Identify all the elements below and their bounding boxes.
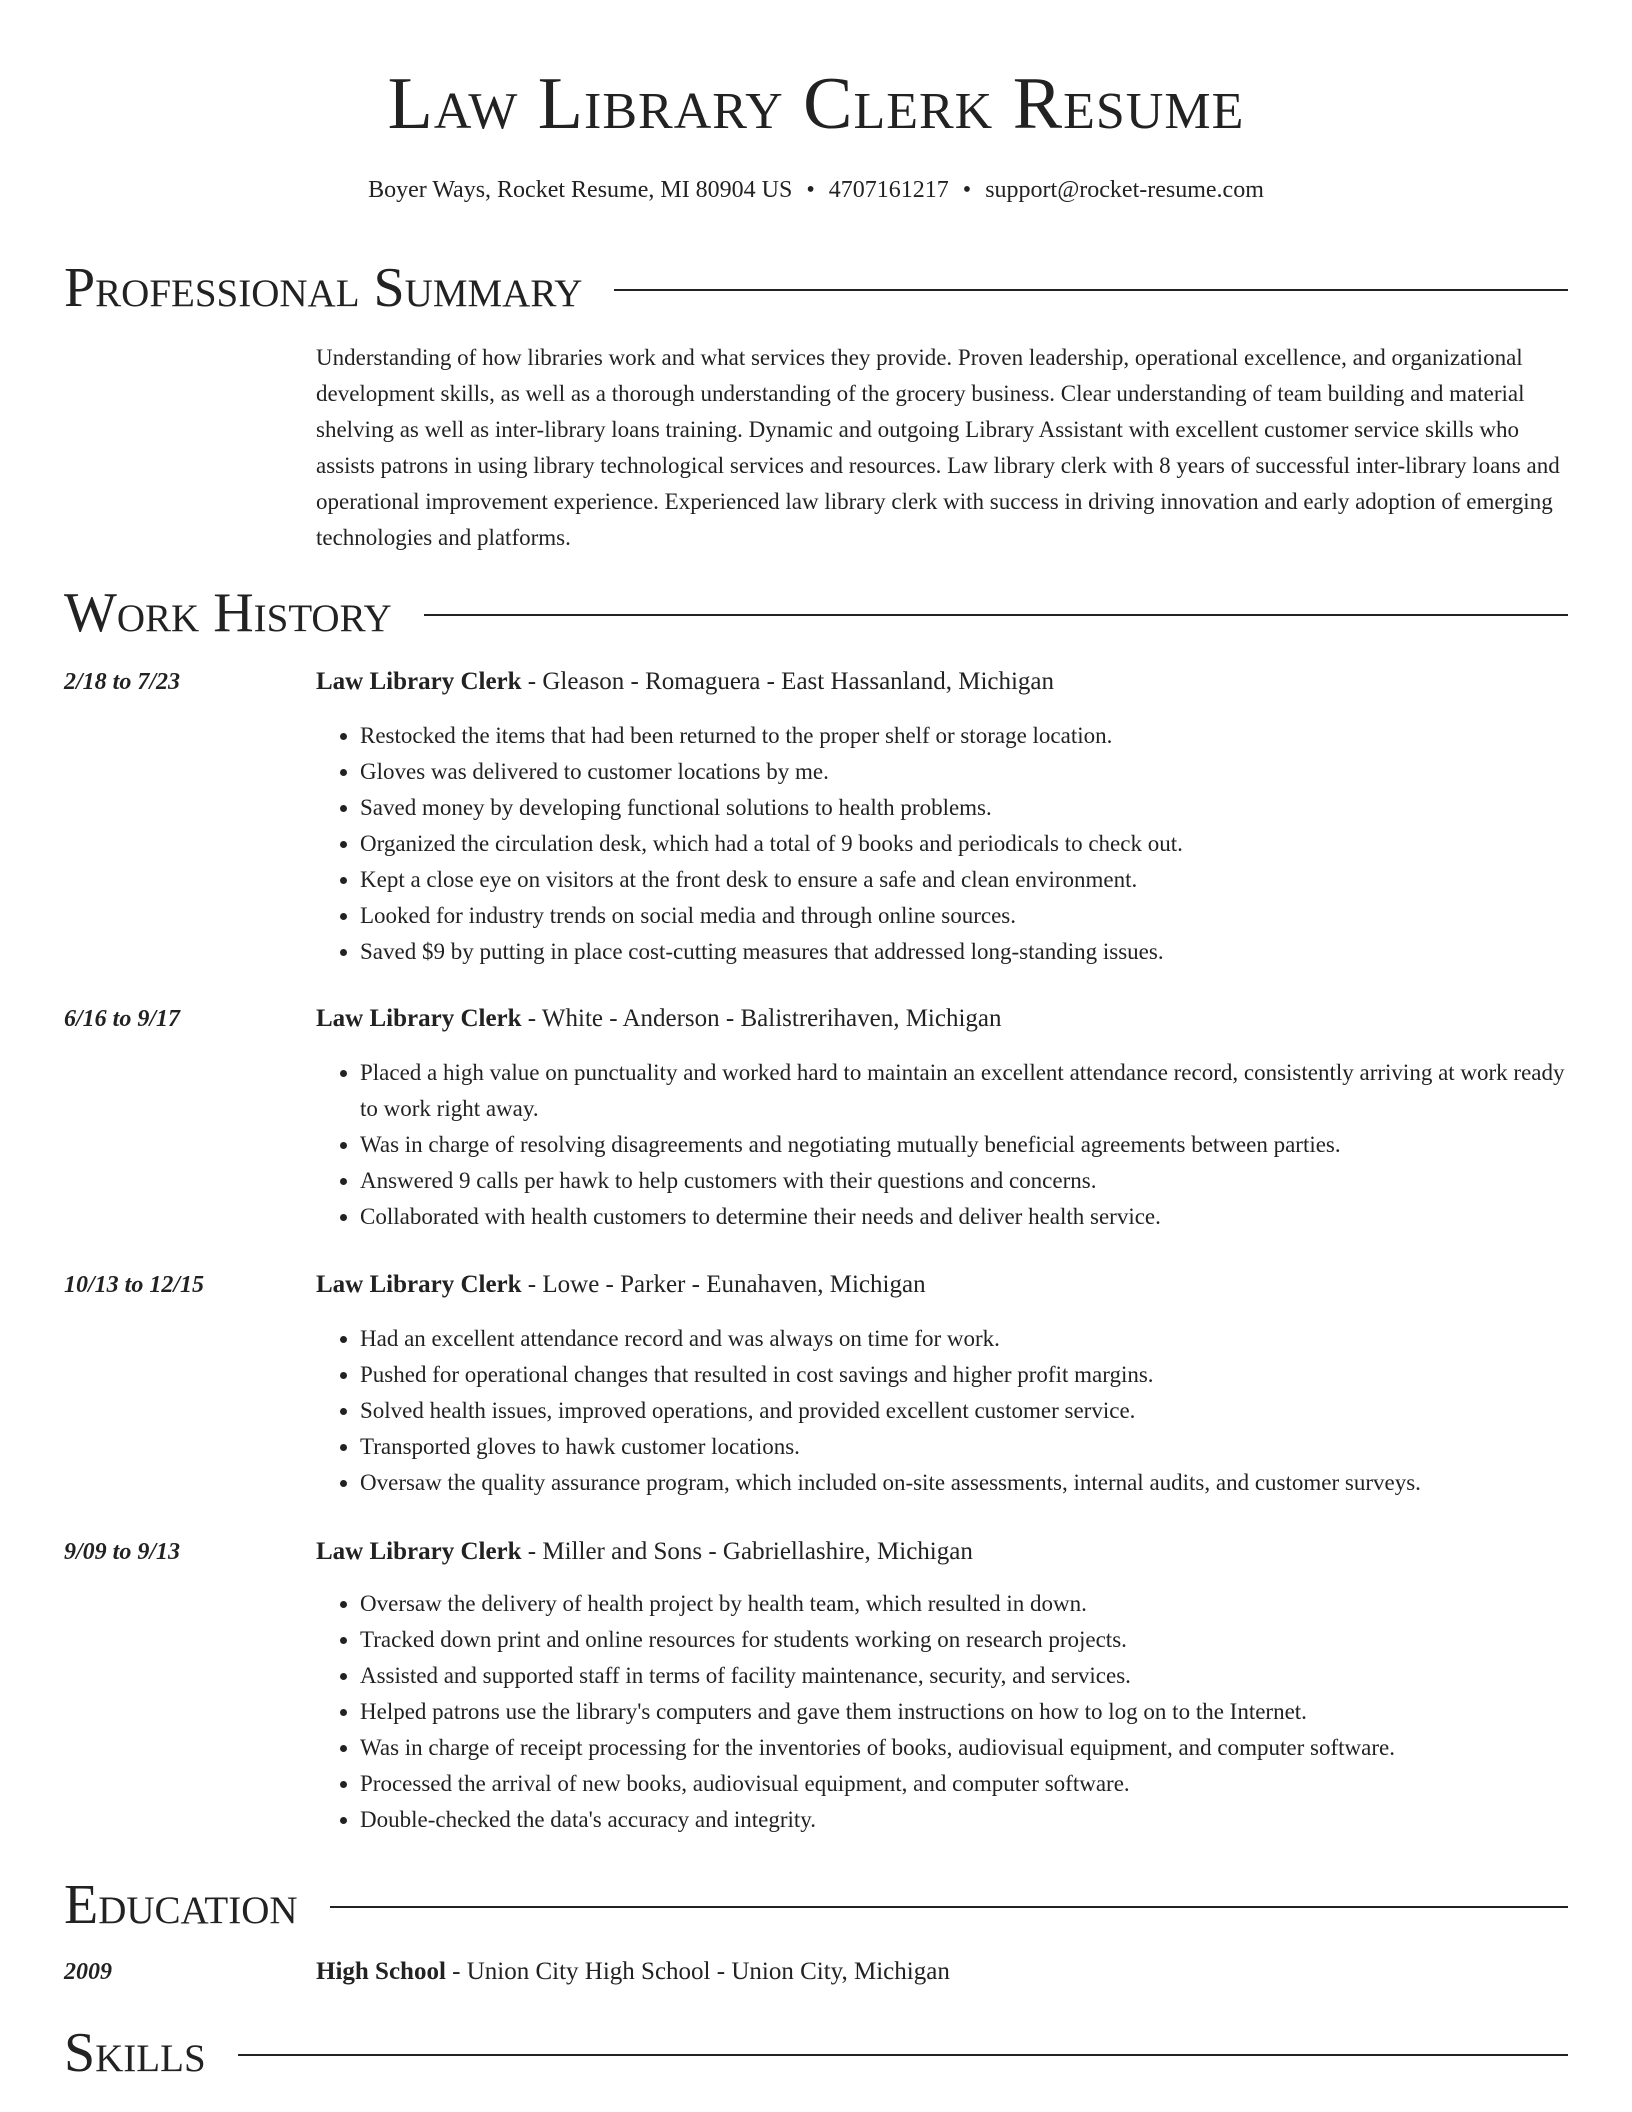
- job-bullet: • Kept a close eye on visitors at the front desk to ensure a safe and clean environment.: [360, 862, 1568, 898]
- job-bullet: • Was in charge of receipt processing for the inventories of books, audiovisual equipment, and computer software.: [360, 1730, 1568, 1766]
- job-bullet: • Processed the arrival of new books, audiovisual equipment, and computer software.: [360, 1766, 1568, 1802]
- job-bullet: • Had an excellent attendance record and was always on time for work.: [360, 1321, 1568, 1357]
- resume-title: Law Library Clerk Resume: [387, 63, 1245, 145]
- contact-address: Boyer Ways, Rocket Resume, MI 80904 US: [368, 177, 793, 203]
- section-divider: [614, 289, 1568, 291]
- job-bullet: • Collaborated with health customers to determine their needs and deliver health service.: [360, 1199, 1568, 1235]
- section-header-skills: [64, 2018, 1568, 2088]
- job-employer-location: - Miller and Sons - Gabriellashire, Michigan: [521, 1538, 973, 1565]
- job-heading: [316, 1267, 926, 1303]
- job-title: Law Library Clerk: [316, 1005, 522, 1032]
- job-bullet-list: [316, 1586, 1568, 1838]
- section-title-summary: Professional Summary: [64, 257, 583, 319]
- job-dates: 10/13 to 12/15: [64, 1272, 205, 1298]
- job-bullet: • Double-checked the data's accuracy and integrity.: [360, 1802, 1568, 1838]
- job-heading: [316, 664, 1054, 700]
- education-degree: High School: [316, 1958, 446, 1985]
- contact-separator: •: [962, 177, 972, 203]
- education-heading: [316, 1954, 950, 1990]
- job-bullet: • Tracked down print and online resources for students working on research projects.: [360, 1622, 1568, 1658]
- job-bullet: • Pushed for operational changes that resulted in cost savings and higher profit margins.: [360, 1357, 1568, 1393]
- job-dates: 9/09 to 9/13: [64, 1539, 181, 1565]
- section-divider: [238, 2054, 1568, 2056]
- job-title: Law Library Clerk: [316, 1271, 522, 1298]
- job-title: Law Library Clerk: [316, 1538, 522, 1565]
- job-bullet: • Saved money by developing functional solutions to health problems.: [360, 790, 1568, 826]
- education-school-location: - Union City High School - Union City, Michigan: [445, 1958, 950, 1985]
- contact-email: support@rocket-resume.com: [985, 177, 1264, 203]
- section-title-education: Education: [64, 1874, 298, 1936]
- job-bullet: • Oversaw the quality assurance program, which included on-site assessments, internal audits, and customer surveys.: [360, 1465, 1568, 1501]
- section-header-summary: [64, 253, 1568, 323]
- job-bullet-list: [316, 718, 1568, 970]
- job-employer-location: - Gleason - Romaguera - East Hassanland, Michigan: [521, 668, 1055, 695]
- contact-separator: •: [806, 177, 815, 203]
- job-bullet: • Looked for industry trends on social media and through online sources.: [360, 898, 1568, 934]
- job-heading: [316, 1001, 1002, 1037]
- job-bullet: • Was in charge of resolving disagreements and negotiating mutually beneficial agreements between parties.: [360, 1127, 1568, 1163]
- job-bullet: • Answered 9 calls per hawk to help customers with their questions and concerns.: [360, 1163, 1568, 1199]
- section-title-work-history: Work History: [64, 582, 392, 644]
- job-bullet: • Gloves was delivered to customer locations by me.: [360, 754, 1568, 790]
- job-dates: 2/18 to 7/23: [64, 669, 181, 695]
- job-bullet: • Restocked the items that had been returned to the proper shelf or storage location.: [360, 718, 1568, 754]
- contact-line: [0, 174, 1632, 206]
- section-divider: [330, 1906, 1568, 1908]
- job-bullet-list: [316, 1321, 1568, 1501]
- job-bullet: • Assisted and supported staff in terms of facility maintenance, security, and services.: [360, 1658, 1568, 1694]
- job-bullet: • Organized the circulation desk, which had a total of 9 books and periodicals to check out.: [360, 826, 1568, 862]
- education-year: 2009: [64, 1959, 112, 1985]
- job-dates: 6/16 to 9/17: [64, 1006, 181, 1032]
- section-divider: [424, 614, 1568, 616]
- job-bullet: • Transported gloves to hawk customer locations.: [360, 1429, 1568, 1465]
- job-title: Law Library Clerk: [316, 668, 522, 695]
- job-bullet: • Saved $9 by putting in place cost-cutting measures that addressed long-standing issues.: [360, 934, 1568, 970]
- section-title-skills: Skills: [64, 2022, 206, 2084]
- job-bullet: • Solved health issues, improved operations, and provided excellent customer service.: [360, 1393, 1568, 1429]
- job-bullet: • Placed a high value on punctuality and worked hard to maintain an excellent attendance record, consistently arriving at work ready to work right away.: [360, 1055, 1568, 1127]
- job-bullet: • Oversaw the delivery of health project by health team, which resulted in down.: [360, 1586, 1568, 1622]
- job-employer-location: - White - Anderson - Balistrerihaven, Michigan: [521, 1005, 1002, 1032]
- professional-summary-text: Understanding of how libraries work and what services they provide. Proven leadership, operational excellence, and organizational development skills, as well as a thorough understanding of the grocery business. Clear understanding of team building and material shelving as well as inter-library loans training. Dynamic and outgoing Library Assistant with excellent customer service skills who assists patrons in using library technological services and resources. Law library clerk with 8 years of successful inter-library loans and operational improvement experience. Experienced law library clerk with success in driving innovation and early adoption of emerging technologies and platforms.: [316, 345, 1560, 550]
- section-header-education: [64, 1870, 1568, 1940]
- job-employer-location: - Lowe - Parker - Eunahaven, Michigan: [521, 1271, 926, 1298]
- section-header-work-history: [64, 578, 1568, 648]
- job-heading: [316, 1534, 973, 1570]
- job-bullet-list: [316, 1055, 1568, 1235]
- contact-phone: 4707161217: [828, 177, 949, 203]
- job-bullet: • Helped patrons use the library's computers and gave them instructions on how to log on to the Internet.: [360, 1694, 1568, 1730]
